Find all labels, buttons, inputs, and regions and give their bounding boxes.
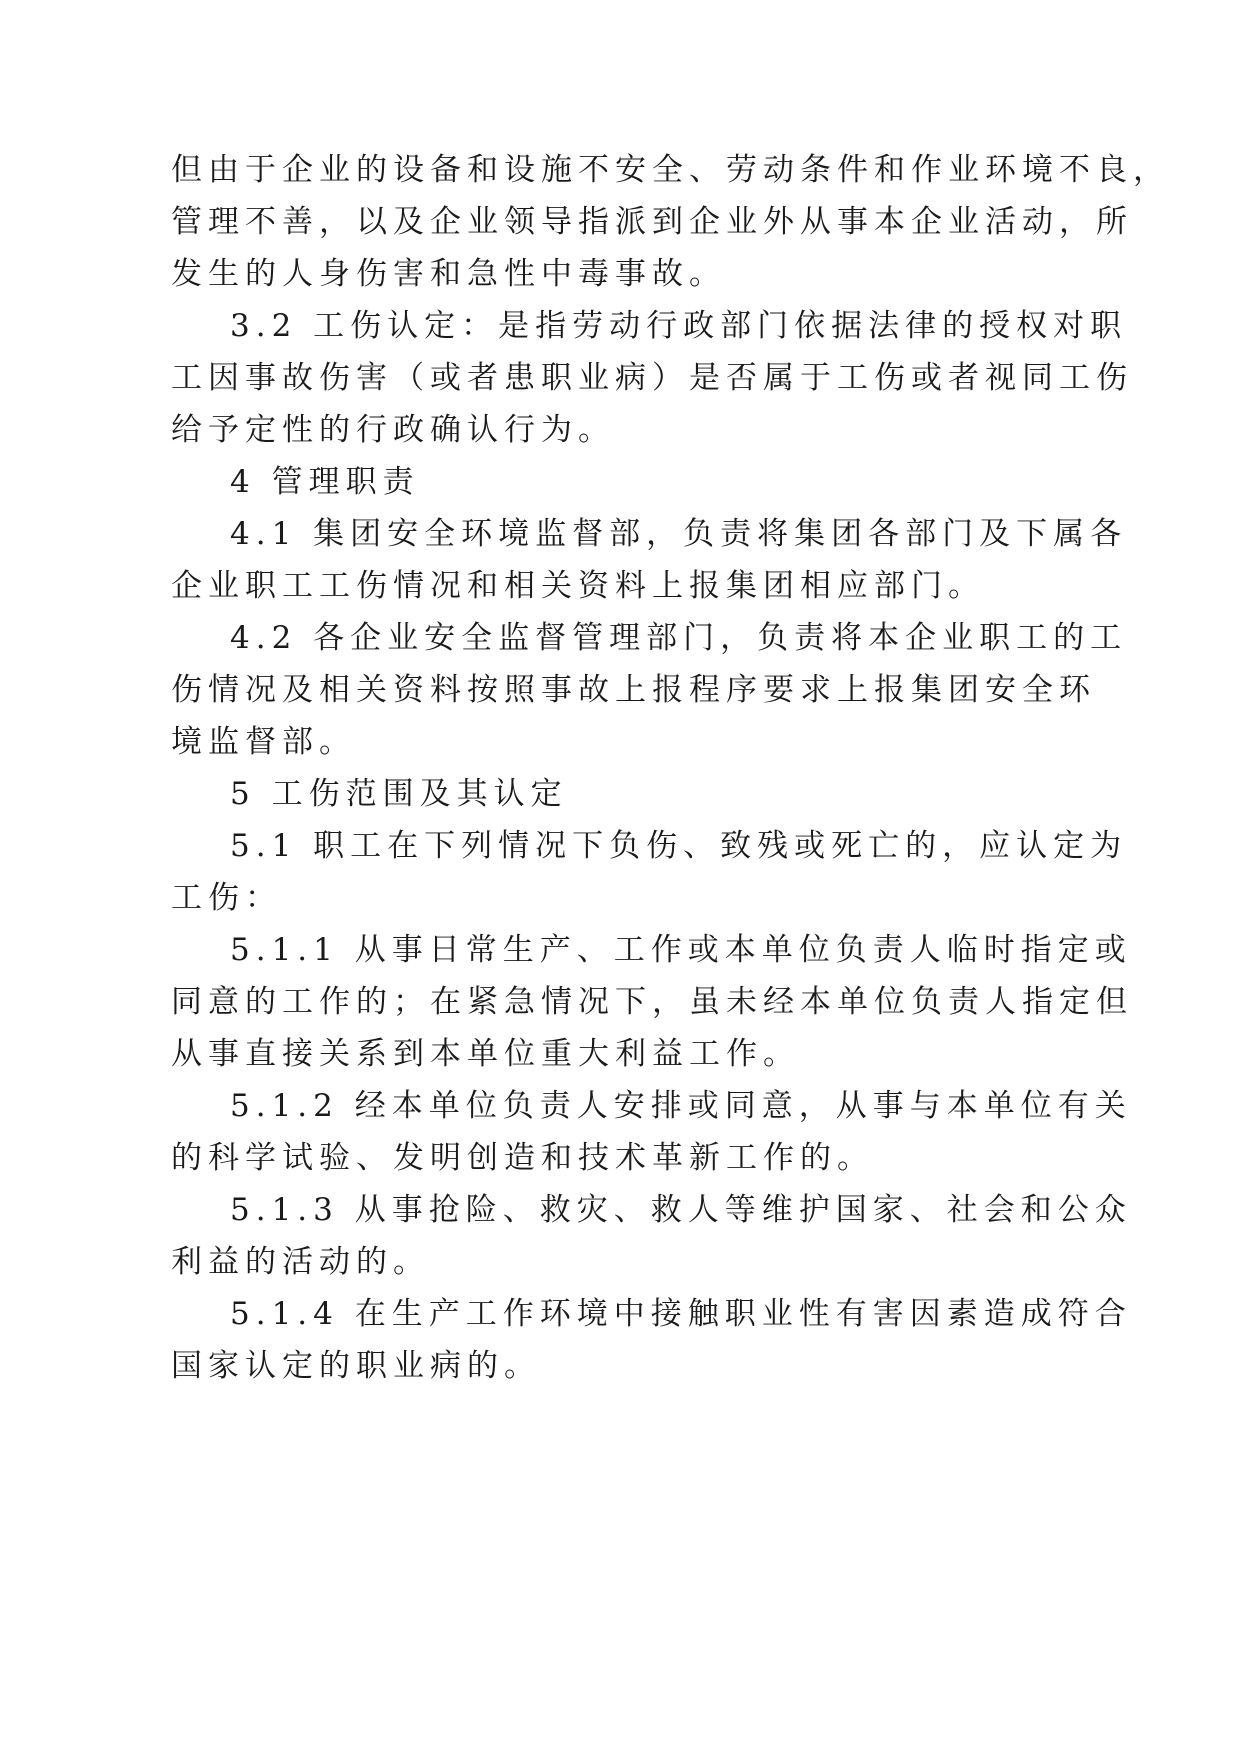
- body-line-18: 从事直接关系到本单位重大利益工作。: [171, 1036, 800, 1072]
- section-5-1-1-heading: 5.1.1 从事日常生产、工作或本单位负责人临时指定或: [230, 932, 1132, 968]
- section-5-1-4-heading: 5.1.4 在生产工作环境中接触职业性有害因素造成符合: [230, 1296, 1132, 1332]
- section-5-1-3-heading: 5.1.3 从事抢险、救灾、救人等维护国家、社会和公众: [230, 1192, 1132, 1228]
- section-4-1-heading: 4.1 集团安全环境监督部，负责将集团各部门及下属各: [230, 516, 1128, 552]
- body-line-22: 利益的活动的。: [171, 1244, 430, 1280]
- body-line-9: 企业职工工伤情况和相关资料上报集团相应部门。: [171, 568, 985, 604]
- body-line-15: 工伤：: [171, 880, 282, 916]
- body-line-20: 的科学试验、发明创造和技术革新工作的。: [171, 1140, 874, 1176]
- body-line-12: 境监督部。: [171, 724, 356, 760]
- section-5-1-2-heading: 5.1.2 经本单位负责人安排或同意，从事与本单位有关: [230, 1088, 1132, 1124]
- section-5-1-heading: 5.1 职工在下列情况下负伤、致残或死亡的，应认定为: [230, 828, 1128, 864]
- body-line-17: 同意的工作的；在紧急情况下，虽未经本单位负责人指定但: [171, 984, 1133, 1020]
- section-5-heading: 5 工伤范围及其认定: [230, 776, 568, 812]
- body-line-11: 伤情况及相关资料按照事故上报程序要求上报集团安全环: [171, 672, 1096, 708]
- body-line-5: 工因事故伤害（或者患职业病）是否属于工伤或者视同工伤: [171, 360, 1133, 396]
- body-line-3: 发生的人身伤害和急性中毒事故。: [171, 256, 726, 292]
- section-4-heading: 4 管理职责: [230, 464, 420, 500]
- section-3-2-heading: 3.2 工伤认定：是指劳动行政部门依据法律的授权对职: [230, 308, 1128, 344]
- body-line-24: 国家认定的职业病的。: [171, 1348, 541, 1384]
- section-4-2-heading: 4.2 各企业安全监督管理部门，负责将本企业职工的工: [230, 620, 1128, 656]
- body-line-1: 但由于企业的设备和设施不安全、劳动条件和作业环境不良，: [171, 152, 1170, 188]
- body-line-6: 给予定性的行政确认行为。: [171, 412, 615, 448]
- body-line-2: 管理不善，以及企业领导指派到企业外从事本企业活动，所: [171, 204, 1133, 240]
